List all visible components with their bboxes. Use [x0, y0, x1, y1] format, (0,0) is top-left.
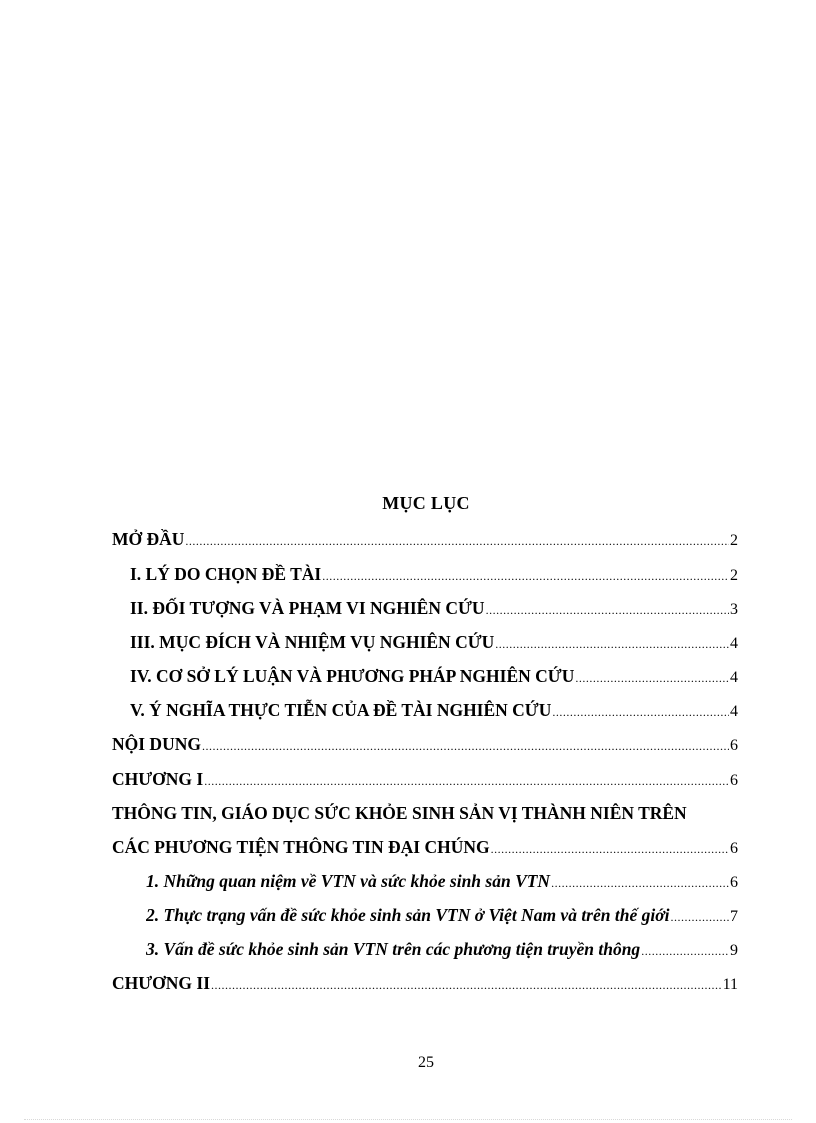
toc-leader-dots: [641, 940, 729, 960]
toc-entry-van-de: [146, 938, 738, 960]
toc-entry-page: 4: [730, 669, 738, 686]
toc-leader-dots: [185, 530, 729, 550]
toc-entry-page: 6: [730, 874, 738, 891]
toc-entry-label: CHƯƠNG I: [112, 769, 204, 789]
toc-entry-page: 6: [730, 772, 738, 789]
toc-entry-page: 9: [730, 942, 738, 959]
page-number: 25: [418, 1054, 434, 1071]
toc-leader-dots: [552, 701, 729, 721]
toc-leader-dots: [322, 565, 729, 585]
toc-entry-page: 2: [730, 532, 738, 549]
toc-entry-label: THÔNG TIN, GIÁO DỤC SỨC KHỎE SINH SẢN VỊ THÀNH NIÊN TRÊN: [112, 803, 687, 823]
toc-entry-page: 4: [730, 635, 738, 652]
toc-leader-dots: [670, 906, 729, 926]
toc-title: MỤC LỤC: [382, 493, 470, 513]
toc-entry-page: 11: [722, 976, 738, 993]
toc-entry-chuong-2: [112, 972, 738, 994]
toc-entry-label: 2. Thực trạng vấn đề sức khỏe sinh sản VTN ở Việt Nam và trên thế giới: [146, 905, 670, 925]
toc-entry-label: CHƯƠNG II: [112, 973, 211, 993]
toc-leader-dots: [202, 735, 729, 755]
toc-entry-page: 7: [730, 908, 738, 925]
toc-leader-dots: [211, 974, 722, 994]
toc-entry-label: II. ĐỐI TƯỢNG VÀ PHẠM VI NGHIÊN CỨU: [130, 598, 485, 618]
toc-leader-dots: [495, 633, 729, 653]
toc-entry-thong-tin-line2: [112, 836, 738, 858]
toc-entry-label: III. MỤC ĐÍCH VÀ NHIỆM VỤ NGHIÊN CỨU: [130, 632, 495, 652]
toc-entry-chuong-1: [112, 768, 738, 790]
toc-leader-dots: [491, 838, 729, 858]
toc-entry-page: 6: [730, 840, 738, 857]
toc-entry-label: 3. Vấn đề sức khỏe sinh sản VTN trên các phương tiện truyền thông: [146, 939, 641, 959]
toc-entry-thong-tin-line1: [112, 802, 738, 824]
toc-entry-quan-niem: [146, 870, 738, 892]
toc-leader-dots: [575, 667, 729, 687]
toc-entry-label: CÁC PHƯƠNG TIỆN THÔNG TIN ĐẠI CHÚNG: [112, 837, 490, 857]
toc-entry-y-nghia: [130, 699, 738, 721]
toc-entry-mo-dau: [112, 528, 738, 550]
toc-entry-doi-tuong: [130, 597, 738, 619]
toc-entry-noi-dung: [112, 733, 738, 755]
toc-entry-ly-do: [130, 563, 738, 585]
toc-entry-muc-dich: [130, 631, 738, 653]
toc-entry-thuc-trang: [146, 904, 738, 926]
toc-entry-page: 4: [730, 703, 738, 720]
toc-entry-page: 2: [730, 567, 738, 584]
toc-entry-co-so: [130, 665, 738, 687]
toc-entry-page: 6: [730, 737, 738, 754]
toc-entry-label: IV. CƠ SỞ LÝ LUẬN VÀ PHƯƠNG PHÁP NGHIÊN CỨU: [130, 666, 575, 686]
toc-leader-dots: [204, 770, 729, 790]
toc-entry-label: 1. Những quan niệm về VTN và sức khỏe sinh sản VTN: [146, 871, 551, 891]
toc-leader-dots: [486, 599, 729, 619]
toc-entry-label: V. Ý NGHĨA THỰC TIỄN CỦA ĐỀ TÀI NGHIÊN CỨU: [130, 700, 552, 720]
toc-entry-label: I. LÝ DO CHỌN ĐỀ TÀI: [130, 564, 322, 584]
toc-leader-dots: [551, 872, 729, 892]
page-bottom-divider: [24, 1119, 792, 1120]
toc-entry-label: MỞ ĐẦU: [112, 529, 185, 549]
toc-entry-label: NỘI DUNG: [112, 734, 201, 754]
toc-entry-page: 3: [730, 601, 738, 618]
